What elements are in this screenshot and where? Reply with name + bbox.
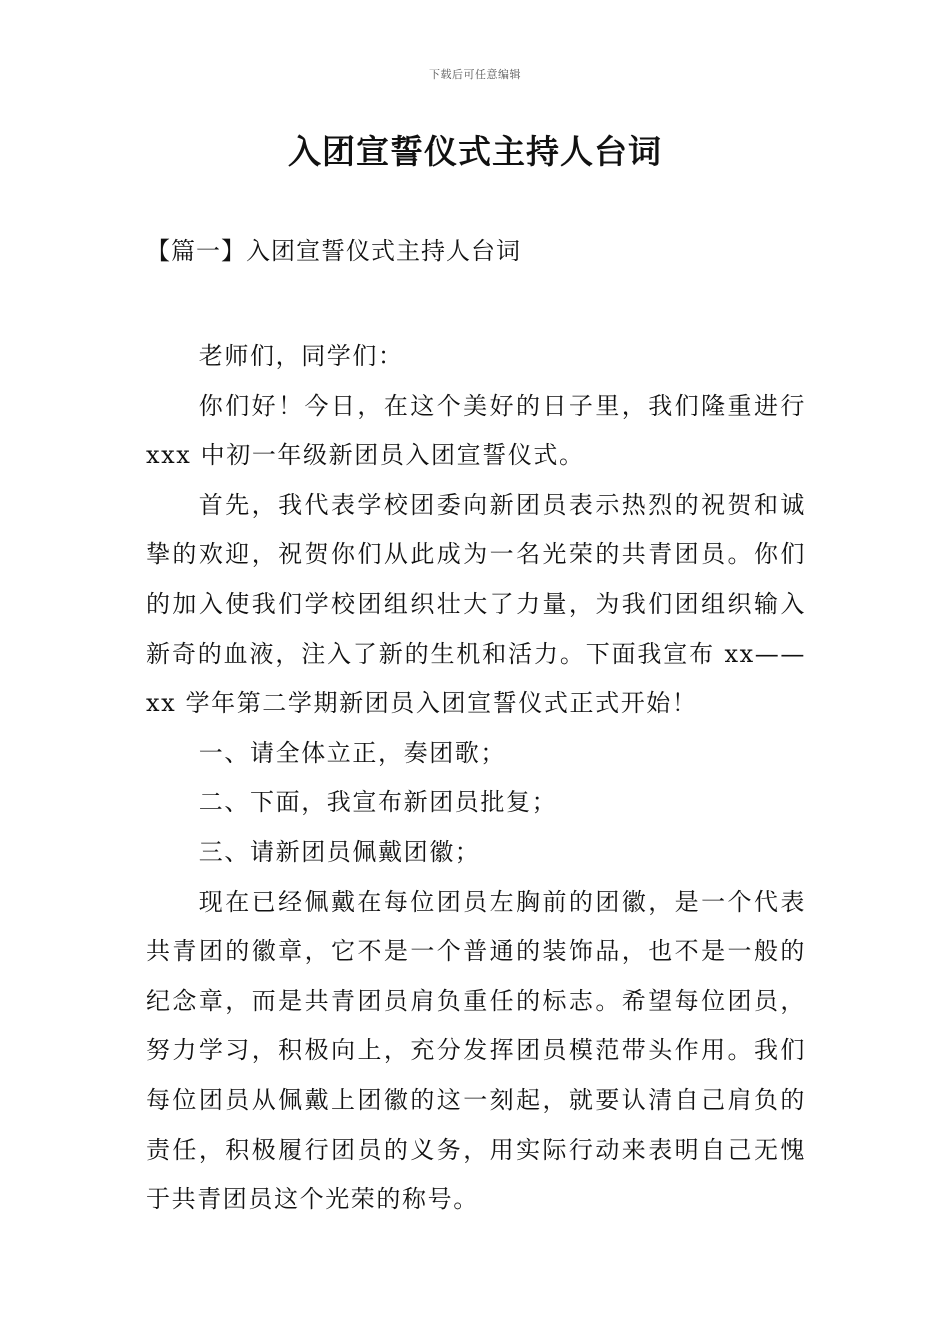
- paragraph-welcome: 首先，我代表学校团委向新团员表示热烈的祝贺和诚挚的欢迎，祝贺你们从此成为一名光荣的共青团员。你们的加入使我们学校团组织壮大了力量，为我们团组织输入新奇的血液，注入了新的生机和活力。下面我宣布 xx——xx 学年第二学期新团员入团宣誓仪式正式开始！: [146, 490, 806, 718]
- paragraph-step-two: 二、下面，我宣布新团员批复；: [198, 788, 558, 817]
- section-heading: 【篇一】入团宣誓仪式主持人台词: [146, 237, 521, 265]
- paragraph-badge-meaning: 现在已经佩戴在每位团员左胸前的团徽，是一个代表共青团的徽章，它不是一个普通的装饰品，也不是一般的纪念章，而是共青团员肩负重任的标志。希望每位团员，努力学习，积极向上，充分发挥团员模范带头作用。我们每位团员从佩戴上团徽的这一刻起，就要认清自己肩负的责任，积极履行团员的义务，用实际行动来表明自己无愧于共青团员这个光荣的称号。: [146, 887, 806, 1214]
- header-note: 下载后可任意编辑: [429, 68, 521, 81]
- document-title: 入团宣誓仪式主持人台词: [288, 132, 662, 171]
- paragraph-step-one: 一、请全体立正，奏团歌；: [198, 738, 506, 767]
- document-body: [146, 332, 806, 1225]
- paragraph-greeting: 老师们，同学们：: [198, 342, 404, 370]
- paragraph-opening: 你们好！今日，在这个美好的日子里，我们隆重进行 xxx 中初一年级新团员入团宣誓仪式。: [146, 391, 806, 470]
- paragraph-step-three: 三、请新团员佩戴团徽；: [198, 837, 481, 866]
